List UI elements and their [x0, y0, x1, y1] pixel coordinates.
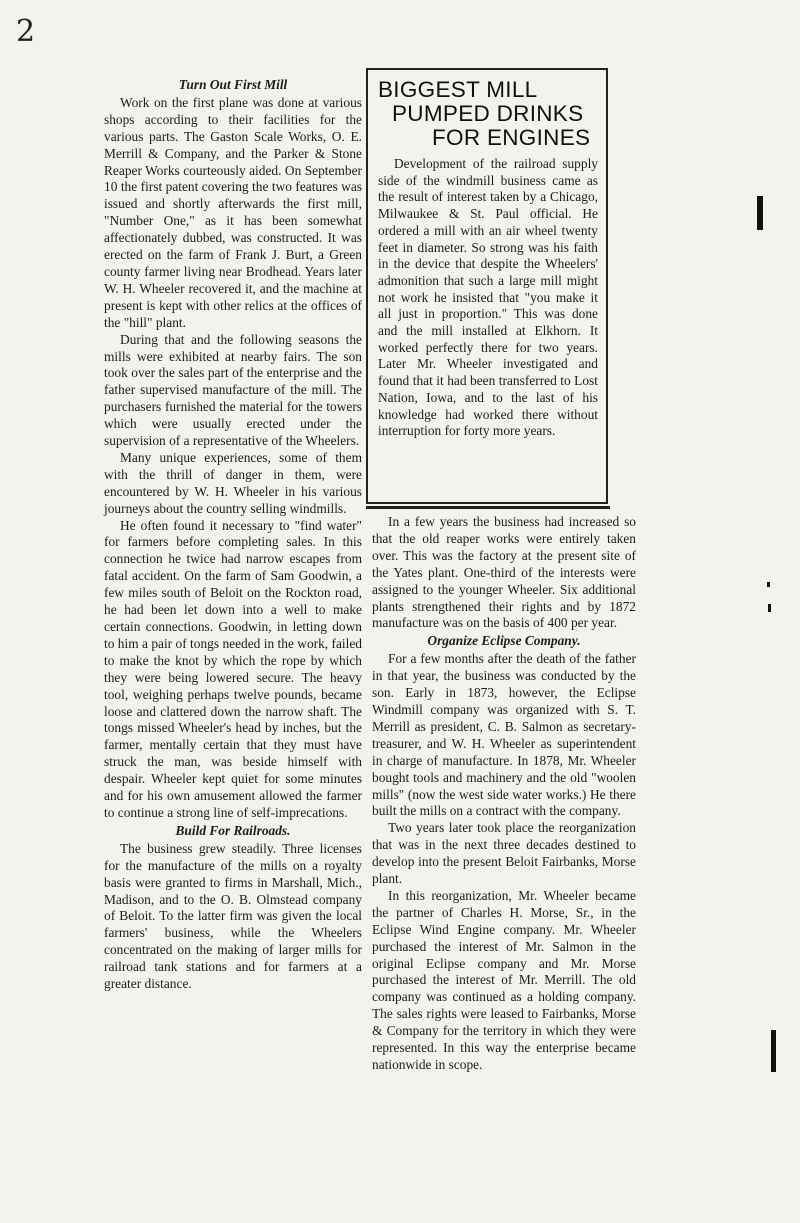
paragraph: Work on the first plane was done at various shops according to their facilities for the various parts. The Gaston Scale Works, O. E. Merrill & Company, and the Parker & Stone Reaper Works courteously aided. On September 10 the first patent covering the two features was issued and shortly afterwards the first mill, "Number One," as it has been somewhat affectionately dubbed, was constructed. It was erected on the farm of Frank J. Burt, a Green county farmer living near Brodhead. Years later W. H. Wheeler recovered it, and the machine at present is kept with other relics at the offices of the "hill" plant. — [104, 94, 362, 330]
headline-line: BIGGEST MILL — [378, 77, 538, 102]
headline-line: PUMPED DRINKS — [392, 101, 584, 126]
paragraph: For a few months after the death of the father in that year, the business was conducted by the son. Early in 1873, however, the Eclipse Windmill company was organized with S. T. Merrill as president, C. B. Salmon as secretary-treasurer, and W. H. Wheeler as superintendent in charge of manufacture. In 1878, Mr. Wheeler bought tools and machinery and the old "woolen mills" (now the west side water works.) He there built the mills on a contract with the company. — [372, 651, 636, 819]
paragraph: During that and the following seasons the mills were exhibited at nearby fairs. The son took over the sales part of the enterprise and the father supervised manufacture of the mill. The purchasers furnished the material for the towers which were usually erected under the supervision of a representative of the Wheelers. — [104, 331, 362, 449]
right-column — [372, 514, 636, 1074]
margin-mark — [771, 1030, 776, 1072]
section-heading-first-mill: Turn Out First Mill — [178, 77, 288, 92]
paragraph: He often found it necessary to "find water" for farmers before completing sales. In this connection he twice had narrow escapes from fatal accident. On the farm of Sam Goodwin, a few miles south of Beloit on the Rockton road, he had been let down into a well to make certain connections. Goodwin, in letting down to him a pair of tongs needed in the work, failed to make the knot by which the rope by which they were being lowered secure. The heavy tool, weighing perhaps twelve pounds, became loose and clattered down the narrow shaft. The tongs missed Wheeler's head by inches, but the farmer, mentally certain that they must have struck the man, was beside himself with despair. Wheeler kept quiet for some minutes and for his own amusement allowed the farmer to continue a strong line of self-imprecations. — [104, 517, 362, 820]
margin-mark — [767, 582, 770, 587]
boxed-story-body: Development of the railroad supply side of the windmill business came as the result of interest taken by a Chicago, Milwaukee & St. Paul official. He ordered a mill with an air wheel twenty feet in diameter. So strong was his faith in the device that despite the Wheelers' admonition that such a large mill might not work he insisted that "you make it all just in proportion." This was done and the mill installed at Elkhorn. It worked perfectly there for two years. Later Mr. Wheeler investigated and found that it had been transferred to Lost Nation, Iowa, and to the last of his knowledge had worked there without interruption for forty more years. — [378, 156, 598, 439]
section-heading-eclipse: Organize Eclipse Company. — [427, 633, 581, 649]
boxed-story-rule — [366, 506, 610, 509]
paragraph: The business grew steadily. Three licenses for the manufacture of the mills on a royalty basis were granted to firms in Marshall, Mich., Madison, and to the O. B. Olmstead company of Beloit. To the latter firm was given the local farmers' business, while the Wheelers concentrated on the making of larger mills for railroad tank stations and for farmers at a greater distance. — [104, 840, 362, 992]
left-column — [104, 76, 362, 993]
boxed-headline — [378, 78, 598, 150]
section-heading-railroads: Build For Railroads. — [175, 822, 291, 838]
headline-line: FOR ENGINES — [432, 125, 591, 150]
margin-mark — [768, 604, 771, 612]
paragraph: Many unique experiences, some of them with the thrill of danger in them, were encountered by W. H. Wheeler in his various journeys about the country selling windmills. — [104, 449, 362, 516]
page-number: 2 — [16, 14, 36, 49]
boxed-story — [366, 68, 608, 504]
paragraph: In a few years the business had increased so that the old reaper works were entirely taken over. This was the factory at the present site of the Yates plant. One-third of the interests were assigned to the younger Wheeler. Six additional plants strengthened their rights and by 1872 manufacture was on the basis of 400 per year. — [372, 514, 636, 631]
margin-mark — [757, 196, 763, 230]
paragraph: Two years later took place the reorganization that was in the next three decades destined to develop into the present Beloit Fairbanks, Morse plant. — [372, 820, 636, 887]
paragraph: In this reorganization, Mr. Wheeler became the partner of Charles H. Morse, Sr., in the Eclipse Wind Engine company. Mr. Wheeler purchased the interest of Mr. Salmon in the original Eclipse company and Mr. Morse purchased the interest of Mr. Merrill. The old company was continued as a holding company. The sales rights were leased to Fairbanks, Morse & Company for the territory in which they were represented. In this way the enterprise became nationwide in scope. — [372, 887, 636, 1072]
